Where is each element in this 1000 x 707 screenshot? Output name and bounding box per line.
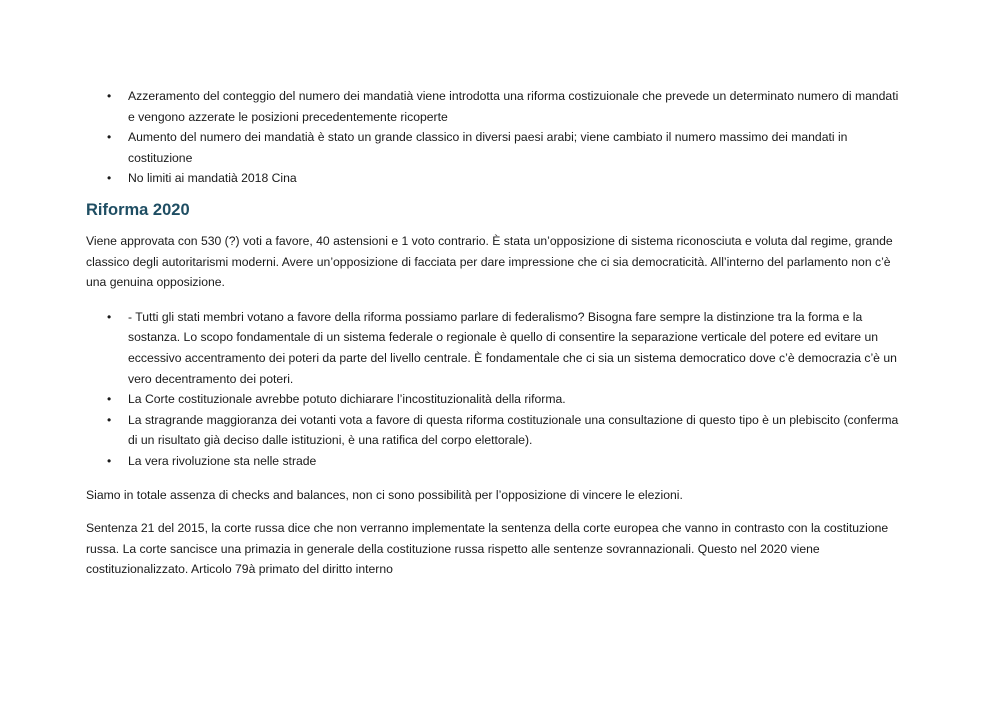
paragraph: Siamo in totale assenza di checks and balances, non ci sono possibilità per l’opposizione di vincere le elezioni. — [86, 487, 683, 502]
paragraph: Sentenza 21 del 2015, la corte russa dice che non verranno implementate la sentenza della corte europea che vanno in contrasto con la costituzione russa. La corte sancisce una primazia in generale della costituzione russa rispetto alle sentenze sovrannazionali. Questo nel 2020 viene costituzionalizzato. Articolo 79à primato del diritto interno — [86, 521, 889, 577]
list-item: • - Tutti gli stati membri votano a favore della riforma possiamo parlare di federalismo? Bisogna fare sempre la distinzione tra la forma e la sostanza. Lo scopo fondamentale di un sistema federale o regionale è quello di consentire la separazione verticale del potere ed evitare un eccessivo accentramento dei poteri da parte del livello centrale. È fondamentale che ci sia un sistema democratico dove c’è democrazia c’è un vero decentramento dei poteri. — [86, 307, 908, 389]
mandate-list — [86, 86, 908, 189]
list-item: • La vera rivoluzione sta nelle strade — [86, 451, 908, 472]
section-heading: Riforma 2020 — [86, 200, 190, 219]
list-item: • Aumento del numero dei mandatià è stato un grande classico in diversi paesi arabi; viene cambiato il numero massimo dei mandati in costituzione — [86, 127, 908, 168]
reform-list — [86, 307, 908, 472]
list-item: • No limiti ai mandatià 2018 Cina — [86, 168, 908, 189]
page-content — [86, 86, 908, 580]
paragraph: Viene approvata con 530 (?) voti a favore, 40 astensioni e 1 voto contrario. È stata un’opposizione di sistema riconosciuta e voluta dal regime, grande classico degli autoritarismi moderni. Avere un’opposizione di facciata per dare impressione che ci sia democraticità. All’interno del parlamento non c’è una genuina opposizione. — [86, 233, 893, 290]
list-item: • La stragrande maggioranza dei votanti vota a favore di questa riforma costituzionale una consultazione di questo tipo è un plebiscito (conferma di un risultato già deciso dalle istituzioni, è una ratifica del corpo elettorale). — [86, 410, 908, 451]
list-item: • La Corte costituzionale avrebbe potuto dichiarare l’incostituzionalità della riforma. — [86, 389, 908, 410]
list-item: • Azzeramento del conteggio del numero dei mandatià viene introdotta una riforma costizuionale che prevede un determinato numero di mandati e vengono azzerate le posizioni precedentemente ricoperte — [86, 86, 908, 127]
